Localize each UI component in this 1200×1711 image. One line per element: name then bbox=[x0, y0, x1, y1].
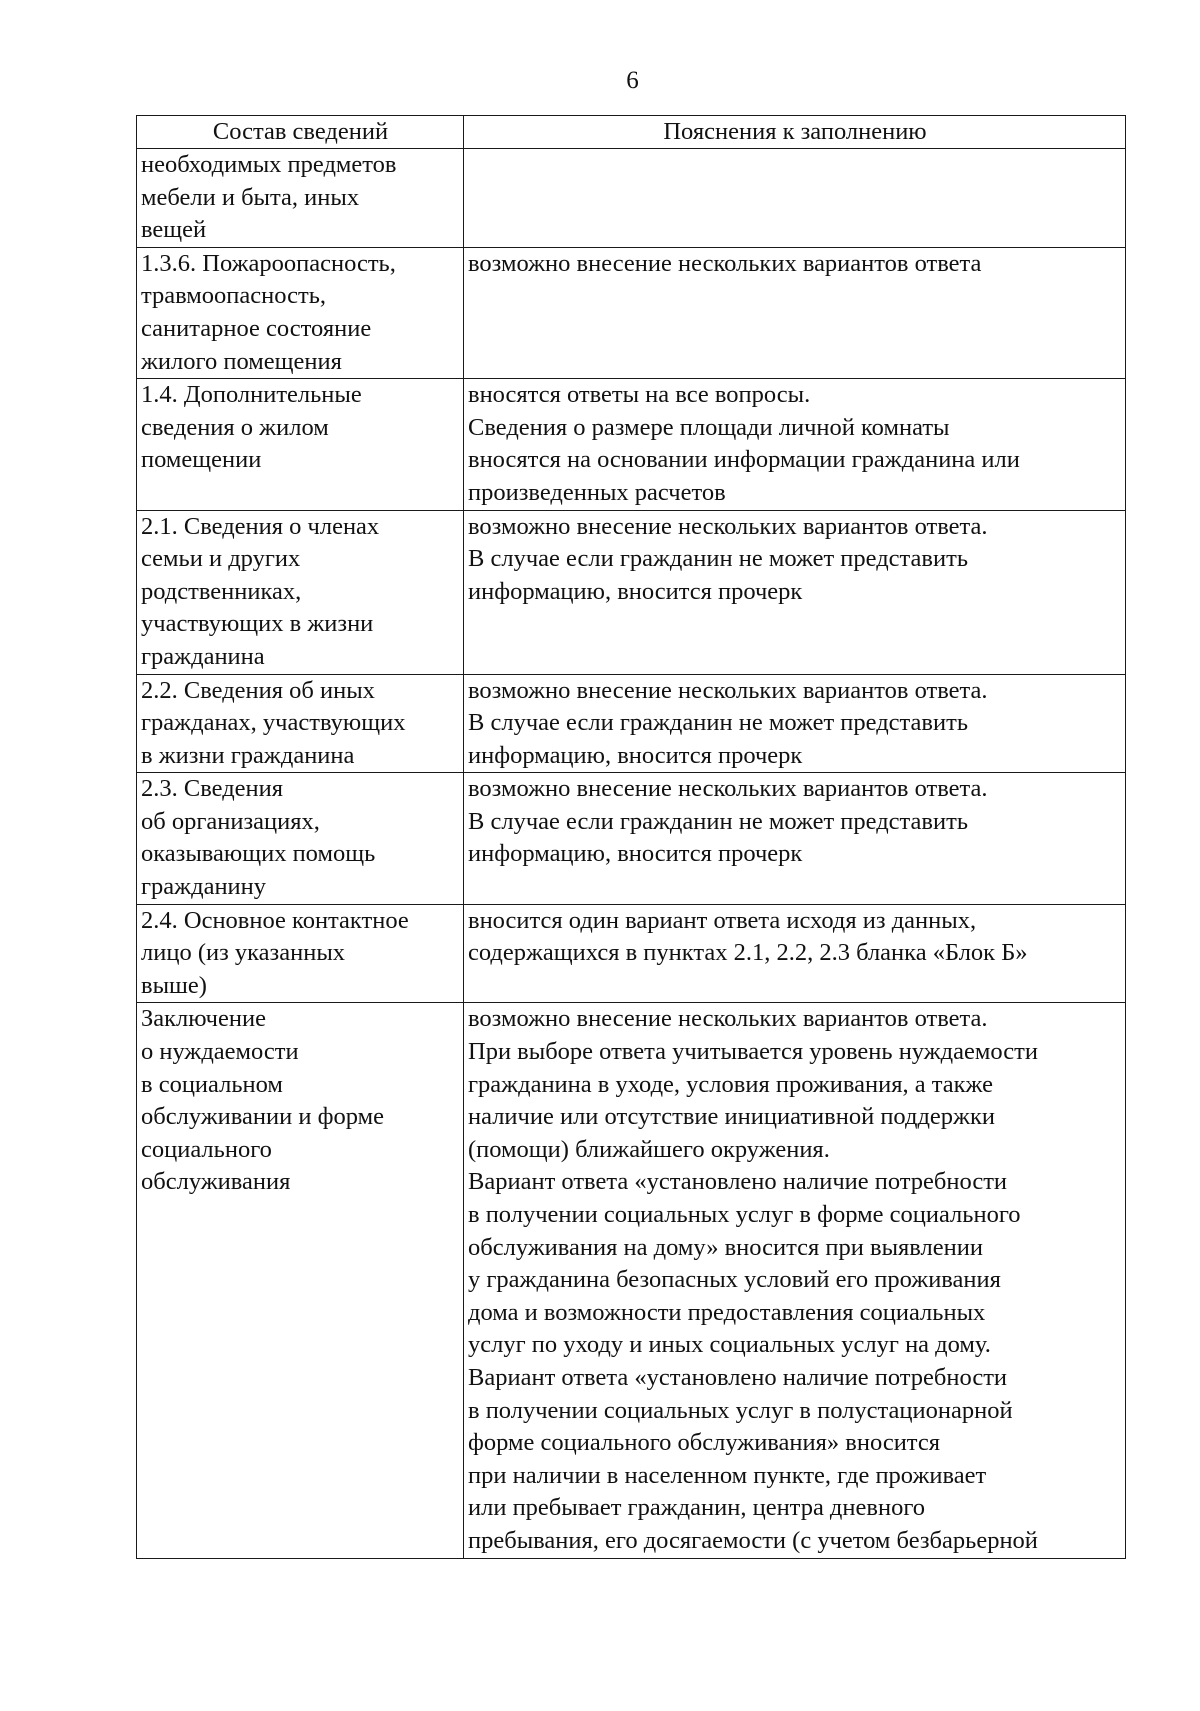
cell-text-line: санитарное состояние bbox=[141, 314, 372, 342]
cell-text-line: возможно внесение нескольких вариантов ответа bbox=[468, 249, 982, 277]
cell-text-line: при наличии в населенном пункте, где проживает bbox=[468, 1461, 987, 1489]
cell-text-line: наличие или отсутствие инициативной поддержки bbox=[468, 1103, 995, 1131]
cell-text-line: необходимых предметов bbox=[141, 151, 397, 178]
cell-text-line: Заключение bbox=[141, 1005, 266, 1033]
cell-text-line: вносятся на основании информации гражданина или bbox=[468, 446, 1020, 474]
cell-text-line: семьи и других bbox=[141, 545, 301, 573]
cell-composition bbox=[137, 247, 464, 378]
cell-text-line: мебели и быта, иных bbox=[141, 183, 360, 211]
cell-text-line: информацию, вносится прочерк bbox=[468, 577, 803, 605]
cell-explanation bbox=[464, 247, 1126, 378]
cell-text-line: у гражданина безопасных условий его проживания bbox=[468, 1266, 1001, 1294]
cell-text-line: 2.3. Сведения bbox=[141, 775, 284, 803]
table-row bbox=[137, 773, 1126, 904]
cell-text-line: в жизни гражданина bbox=[141, 741, 355, 769]
cell-text-line: возможно внесение нескольких вариантов ответа. bbox=[468, 775, 988, 803]
cell-text-line: лицо (из указанных bbox=[141, 939, 346, 967]
table-header-row bbox=[137, 116, 1126, 149]
cell-text-line: Вариант ответа «установлено наличие потребности bbox=[468, 1363, 1008, 1391]
cell-text-line: В случае если гражданин не может представить bbox=[468, 807, 968, 835]
cell-explanation bbox=[464, 149, 1126, 248]
cell-text-line: возможно внесение нескольких вариантов ответа. bbox=[468, 1005, 988, 1033]
table-row bbox=[137, 674, 1126, 773]
cell-text-line: В случае если гражданин не может представить bbox=[468, 709, 968, 737]
cell-explanation bbox=[464, 773, 1126, 904]
cell-text-line: дома и возможности предоставления социальных bbox=[468, 1298, 986, 1326]
cell-text-line: 2.1. Сведения о членах bbox=[141, 512, 380, 540]
cell-text-line: 2.4. Основное контактное bbox=[141, 906, 409, 934]
cell-composition bbox=[137, 773, 464, 904]
cell-explanation bbox=[464, 904, 1126, 1003]
cell-text-line: пребывания, его досягаемости (с учетом безбарьерной bbox=[468, 1526, 1038, 1554]
cell-text-line: содержащихся в пунктах 2.1, 2.2, 2.3 бланка «Блок Б» bbox=[468, 939, 1028, 967]
cell-composition bbox=[137, 1003, 464, 1558]
cell-text-line: В случае если гражданин не может представить bbox=[468, 545, 968, 573]
cell-text-line: родственниках, bbox=[141, 577, 302, 605]
cell-text-line: социального bbox=[141, 1135, 272, 1163]
cell-text-line: жилого помещения bbox=[141, 347, 342, 375]
cell-text-line: в социальном bbox=[141, 1070, 283, 1098]
cell-text-line: об организациях, bbox=[141, 807, 320, 835]
cell-text-line: гражданах, участвующих bbox=[141, 709, 406, 737]
cell-text-line: травмоопасность, bbox=[141, 282, 326, 310]
cell-text-line: сведения о жилом bbox=[141, 413, 329, 441]
cell-text-line: гражданина в уходе, условия проживания, а также bbox=[468, 1070, 994, 1098]
cell-composition bbox=[137, 510, 464, 674]
cell-text-line: вносятся ответы на все вопросы. bbox=[468, 381, 811, 409]
cell-explanation bbox=[464, 1003, 1126, 1558]
cell-text-line: Вариант ответа «установлено наличие потребности bbox=[468, 1168, 1008, 1196]
table-row bbox=[137, 510, 1126, 674]
cell-text-line: форме социального обслуживания» вносится bbox=[468, 1429, 940, 1457]
cell-text-line: помещении bbox=[141, 446, 262, 474]
cell-composition bbox=[137, 674, 464, 773]
cell-text-line: 1.3.6. Пожароопасность, bbox=[141, 249, 396, 277]
cell-text-line: вносится один вариант ответа исходя из данных, bbox=[468, 906, 977, 934]
cell-text-line: При выборе ответа учитывается уровень нуждаемости bbox=[468, 1038, 1038, 1066]
cell-text-line: 1.4. Дополнительные bbox=[141, 381, 362, 409]
cell-explanation bbox=[464, 510, 1126, 674]
cell-composition bbox=[137, 904, 464, 1003]
cell-composition bbox=[137, 379, 464, 510]
cell-text-line: (помощи) ближайшего окружения. bbox=[468, 1135, 830, 1163]
cell-text-line: участвующих в жизни bbox=[141, 610, 374, 638]
cell-text-line: 2.2. Сведения об иных bbox=[141, 676, 375, 704]
cell-text-line: информацию, вносится прочерк bbox=[468, 741, 803, 769]
column-header-composition: Состав сведений bbox=[137, 116, 464, 149]
cell-text-line: Сведения о размере площади личной комнаты bbox=[468, 413, 950, 441]
cell-composition bbox=[137, 149, 464, 248]
cell-text-line: обслуживании и форме bbox=[141, 1103, 384, 1131]
cell-text-line: обслуживания bbox=[141, 1168, 291, 1196]
cell-text-line: или пребывает гражданин, центра дневного bbox=[468, 1494, 926, 1522]
cell-text-line: гражданина bbox=[141, 642, 265, 670]
cell-text-line: вещей bbox=[141, 216, 207, 244]
cell-text-line: выше) bbox=[141, 971, 207, 999]
page-number: 6 bbox=[626, 67, 639, 94]
cell-text-line: возможно внесение нескольких вариантов ответа. bbox=[468, 676, 988, 704]
cell-text-line: произведенных расчетов bbox=[468, 478, 726, 506]
table-row bbox=[137, 904, 1126, 1003]
table-row bbox=[137, 1003, 1126, 1558]
cell-text-line: гражданину bbox=[141, 873, 267, 901]
cell-text-line: услуг по уходу и иных социальных услуг на дому. bbox=[468, 1331, 991, 1359]
cell-text-line: в получении социальных услуг в полустационарной bbox=[468, 1396, 1013, 1424]
table-row bbox=[137, 379, 1126, 510]
cell-text-line: оказывающих помощь bbox=[141, 840, 376, 868]
cell-explanation bbox=[464, 674, 1126, 773]
cell-text-line: возможно внесение нескольких вариантов ответа. bbox=[468, 512, 988, 540]
cell-text-line: в получении социальных услуг в форме социального bbox=[468, 1201, 1021, 1228]
cell-explanation bbox=[464, 379, 1126, 510]
table-body bbox=[137, 149, 1126, 1559]
table-row bbox=[137, 149, 1126, 248]
explanations-table bbox=[136, 115, 1126, 1559]
cell-text-line: обслуживания на дому» вносится при выявлении bbox=[468, 1233, 983, 1261]
column-header-explanations: Пояснения к заполнению bbox=[464, 116, 1126, 149]
cell-text-line: информацию, вносится прочерк bbox=[468, 840, 803, 868]
table-row bbox=[137, 247, 1126, 378]
cell-text-line: о нуждаемости bbox=[141, 1038, 299, 1066]
